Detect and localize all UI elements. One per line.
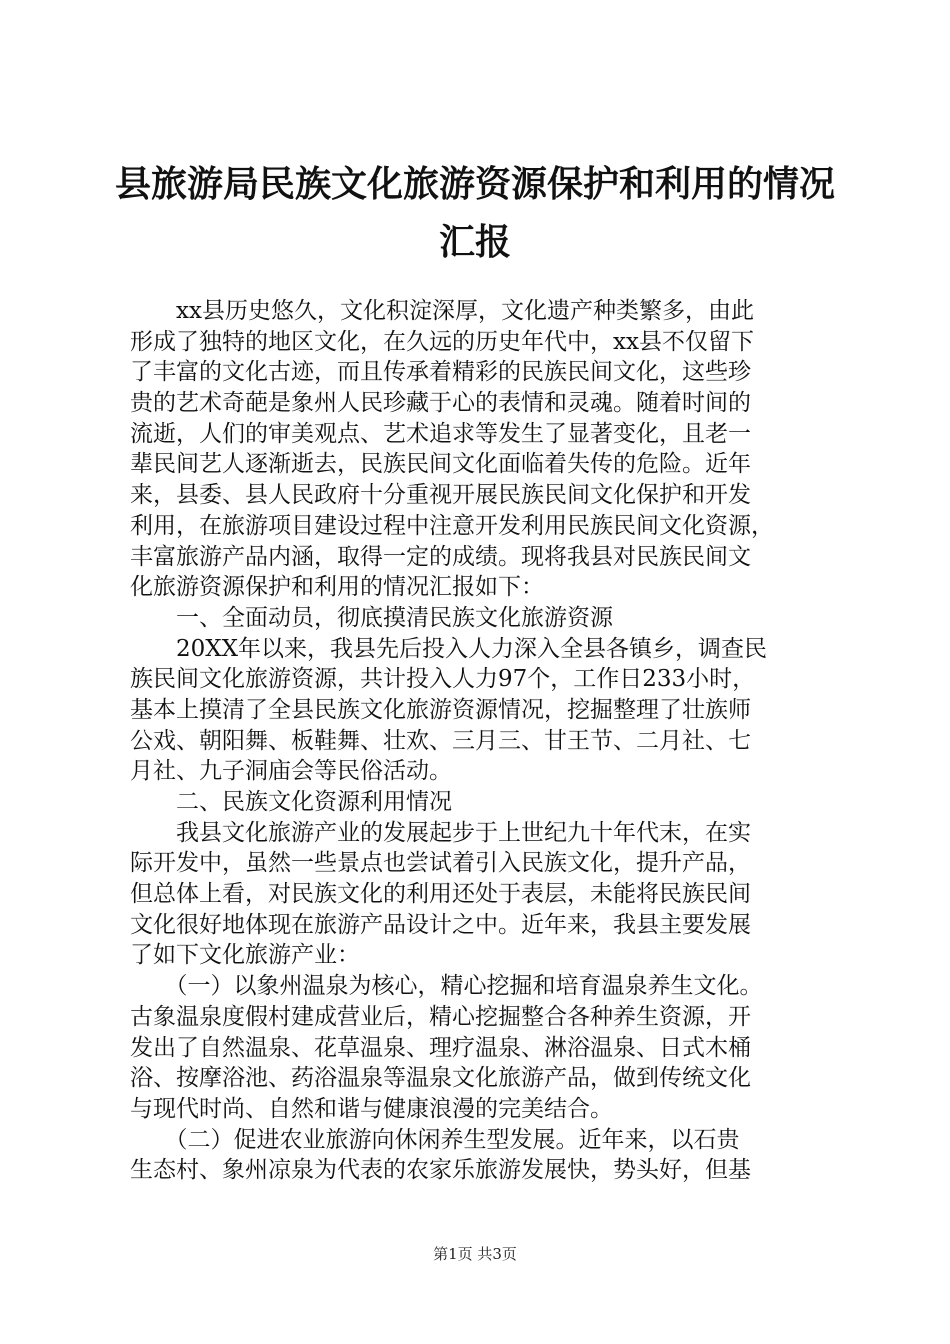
- body-line: 生态村、象州凉泉为代表的农家乐旅游发展快，势头好，但基: [130, 1157, 751, 1184]
- body-line: xx县历史悠久，文化积淀深厚，文化遗产种类繁多，由此: [130, 298, 754, 324]
- body-line: 20XX年以来，我县先后投入人力深入全县各镇乡，调查民: [130, 635, 768, 662]
- body-line: 族民间文化旅游资源，共计投入人力97个，工作日233小时，: [130, 666, 756, 693]
- page-number-footer: 第1页 共3页: [433, 1245, 517, 1263]
- body-line: 化旅游资源保护和利用的情况汇报如下：: [130, 574, 544, 601]
- body-line: 辈民间艺人逐渐逝去，民族民间文化面临着失传的危险。近年: [130, 451, 751, 478]
- body-line: 际开发中，虽然一些景点也尝试着引入民族文化，提升产品，: [130, 850, 751, 877]
- body-line: 了丰富的文化古迹，而且传承着精彩的民族民间文化，这些珍: [130, 359, 751, 386]
- body-line: 月社、九子洞庙会等民俗活动。: [130, 758, 452, 785]
- body-line: 与现代时尚、自然和谐与健康浪漫的完美结合。: [130, 1095, 613, 1122]
- body-line: 贵的艺术奇葩是象州人民珍藏于心的表情和灵魂。随着时间的: [130, 390, 751, 417]
- body-line: 丰富旅游产品内涵，取得一定的成绩。现将我县对民族民间文: [130, 543, 751, 570]
- section-heading: 二、民族文化资源利用情况: [130, 789, 452, 815]
- subsection-line: （二）促进农业旅游向休闲养生型发展。近年来，以石贵: [130, 1126, 740, 1153]
- body-line: 浴、按摩浴池、药浴温泉等温泉文化旅游产品，做到传统文化: [130, 1065, 751, 1092]
- body-line: 公戏、朝阳舞、板鞋舞、壮欢、三月三、甘王节、二月社、七: [130, 727, 751, 754]
- document-title-line2: 汇报: [438, 221, 511, 263]
- body-line: 流逝，人们的审美观点、艺术追求等发生了显著变化，且老一: [130, 420, 751, 447]
- body-line: 形成了独特的地区文化，在久远的历史年代中，xx县不仅留下: [130, 328, 754, 355]
- body-line: 发出了自然温泉、花草温泉、理疗温泉、淋浴温泉、日式木桶: [130, 1034, 751, 1061]
- body-line: 文化很好地体现在旅游产品设计之中。近年来，我县主要发展: [130, 911, 751, 938]
- body-line: 基本上摸清了全县民族文化旅游资源情况，挖掘整理了壮族师: [130, 696, 751, 723]
- body-line: 我县文化旅游产业的发展起步于上世纪九十年代末，在实: [130, 819, 751, 846]
- body-line: 来，县委、县人民政府十分重视开展民族民间文化保护和开发: [130, 482, 751, 509]
- document-title-line1: 县旅游局民族文化旅游资源保护和利用的情况: [114, 163, 835, 205]
- body-line: 利用，在旅游项目建设过程中注意开发利用民族民间文化资源，: [130, 512, 774, 539]
- body-line: 了如下文化旅游产业：: [130, 942, 360, 969]
- subsection-line: （一）以象州温泉为核心，精心挖掘和培育温泉养生文化。: [130, 973, 763, 1000]
- document-body: [130, 296, 830, 1186]
- body-line: 古象温泉度假村建成营业后，精心挖掘整合各种养生资源，开: [130, 1003, 751, 1030]
- body-line: 但总体上看，对民族文化的利用还处于表层，未能将民族民间: [130, 881, 751, 908]
- section-heading: 一、全面动员，彻底摸清民族文化旅游资源: [130, 604, 613, 631]
